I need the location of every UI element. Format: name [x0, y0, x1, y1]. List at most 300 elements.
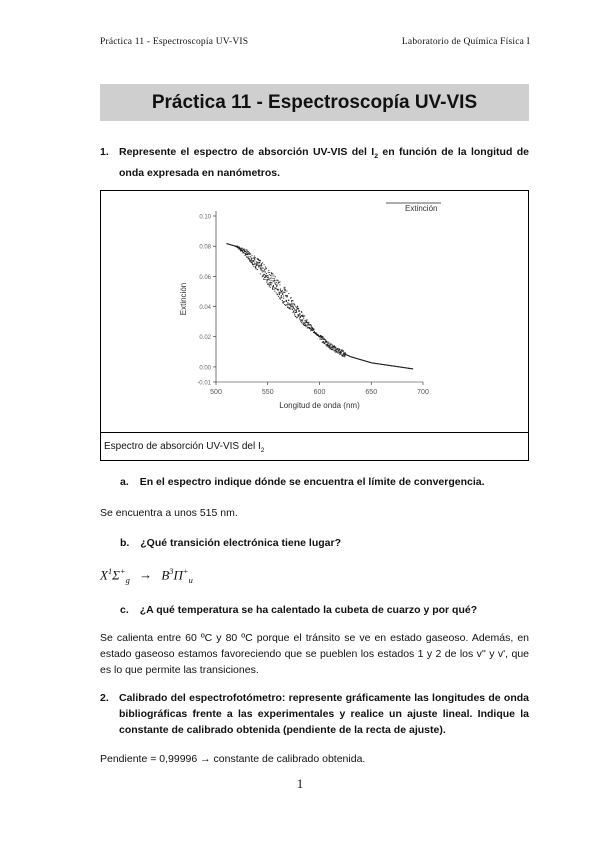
data-point [281, 297, 282, 298]
data-point [268, 276, 269, 277]
data-point [331, 344, 332, 345]
data-point [254, 263, 255, 264]
data-point [259, 262, 260, 263]
data-point [273, 281, 274, 282]
data-point [245, 253, 246, 254]
x-tick-label: 700 [417, 389, 429, 396]
data-point [340, 354, 341, 355]
data-point [276, 280, 277, 281]
data-point [271, 277, 272, 278]
data-point [343, 353, 344, 354]
data-point [252, 258, 253, 259]
data-point [335, 347, 336, 348]
data-point [284, 301, 285, 302]
data-point [283, 298, 284, 299]
data-point [293, 308, 294, 309]
data-point [339, 354, 340, 355]
data-point [287, 295, 288, 296]
question-c-text: ¿A qué temperatura se ha calentado la cubeta de cuarzo y por qué? [139, 604, 478, 616]
answer-2: Pendiente = 0,99996 → constante de calibrado obtenida. [100, 753, 366, 765]
data-point [275, 276, 276, 277]
data-point [306, 326, 307, 327]
data-point [284, 304, 285, 305]
question-2-text: Calibrado del espectrofotómetro: represente gráficamente las longitudes de onda bibliográficas frente a las experimentales y realice un ajuste lineal. Indique la constante de calibrado obtenida (pendiente de la recta de ajuste). [119, 692, 529, 736]
data-point [323, 339, 324, 340]
data-point [260, 268, 261, 269]
data-point [250, 256, 251, 257]
data-point [272, 278, 273, 279]
data-point [243, 252, 244, 253]
data-point [301, 315, 302, 316]
data-point [305, 320, 306, 321]
data-point [253, 266, 254, 267]
x-tick-label: 650 [365, 389, 378, 396]
data-point [266, 268, 267, 269]
data-point [331, 349, 332, 350]
data-point [254, 259, 255, 260]
data-point [269, 272, 270, 273]
data-point [302, 316, 303, 317]
y-axis-label: Extinción [179, 282, 188, 316]
question-b-text: ¿Qué transición electrónica tiene lugar? [140, 537, 341, 549]
data-point [271, 280, 272, 281]
data-point [344, 356, 345, 357]
data-point [272, 274, 273, 275]
data-point [278, 296, 279, 297]
data-point [292, 305, 293, 306]
data-point [272, 275, 273, 276]
data-point [255, 266, 256, 267]
data-point [324, 342, 325, 343]
data-point [249, 259, 250, 260]
data-point [286, 305, 287, 306]
data-point [256, 261, 257, 262]
y-tick-label: 0.10 [199, 214, 211, 221]
data-point [264, 274, 265, 275]
data-point [266, 282, 267, 283]
data-point [281, 296, 282, 297]
data-point [245, 249, 246, 250]
data-point [268, 270, 269, 271]
data-point [327, 341, 328, 342]
data-point [306, 325, 307, 326]
question-a-text: En el espectro indique dónde se encuentra el límite de convergencia. [139, 476, 485, 488]
data-point [288, 293, 289, 294]
data-point [278, 283, 279, 284]
data-point [291, 303, 292, 304]
data-point [297, 308, 298, 309]
data-point [296, 312, 297, 313]
data-point [305, 324, 306, 325]
x-tick-label: 600 [313, 389, 326, 396]
data-point [292, 303, 293, 304]
data-point [265, 275, 266, 276]
data-point [269, 285, 270, 286]
data-point [340, 351, 341, 352]
data-point [275, 284, 276, 285]
data-point [286, 301, 287, 302]
data-point [335, 352, 336, 353]
data-point [265, 267, 266, 268]
data-point [257, 265, 258, 266]
data-point [270, 278, 271, 279]
data-point [286, 297, 287, 298]
answer-a: Se encuentra a unos 515 nm. [100, 507, 238, 519]
data-point [291, 297, 292, 298]
data-point [244, 249, 245, 250]
question-2 [100, 690, 529, 740]
data-point [331, 343, 332, 344]
data-point [328, 342, 329, 343]
data-point [280, 299, 281, 300]
data-point [306, 321, 307, 322]
y-tick-label: 0.00 [199, 365, 211, 372]
data-point [247, 254, 248, 255]
data-point [265, 279, 266, 280]
data-point [327, 344, 328, 345]
data-point [322, 338, 323, 339]
spectrum-chart [101, 191, 528, 431]
data-point [249, 253, 250, 254]
data-point [265, 272, 266, 273]
data-point [272, 282, 273, 283]
data-point [279, 298, 280, 299]
data-point [321, 339, 322, 340]
data-point [292, 300, 293, 301]
data-point [330, 345, 331, 346]
data-point [255, 267, 256, 268]
question-b [120, 537, 341, 549]
data-point [249, 258, 250, 259]
data-point [323, 337, 324, 338]
data-point [303, 318, 304, 319]
data-point [328, 345, 329, 346]
data-point [296, 309, 297, 310]
data-point [279, 282, 280, 283]
data-point [332, 346, 333, 347]
data-point [338, 349, 339, 350]
data-point [339, 352, 340, 353]
data-point [252, 255, 253, 256]
y-tick-label: 0.04 [199, 305, 211, 312]
data-point [316, 332, 317, 333]
data-point [298, 316, 299, 317]
data-point [267, 279, 268, 280]
data-point [262, 262, 263, 263]
data-point [295, 312, 296, 313]
data-point [294, 305, 295, 306]
data-point [300, 317, 301, 318]
data-point [300, 321, 301, 322]
data-point [290, 309, 291, 310]
data-point [265, 276, 266, 277]
data-point [263, 274, 264, 275]
data-point [276, 286, 277, 287]
question-a-label: a. [120, 476, 129, 488]
data-point [337, 352, 338, 353]
data-point [293, 311, 294, 312]
data-point [325, 339, 326, 340]
data-point [285, 292, 286, 293]
data-point [299, 311, 300, 312]
data-point [263, 268, 264, 269]
data-point [267, 283, 268, 284]
data-point [251, 262, 252, 263]
transition-formula: $X^1\Sigma^+_g \to B^3\Pi^+_u$ [100, 566, 193, 585]
data-point [295, 310, 296, 311]
data-point [269, 274, 270, 275]
data-point [300, 319, 301, 320]
data-point [302, 320, 303, 321]
title-bar [100, 84, 529, 121]
data-point [272, 288, 273, 289]
data-point [251, 259, 252, 260]
data-point [327, 346, 328, 347]
data-point [240, 251, 241, 252]
data-point [299, 313, 300, 314]
question-1-number: 1. [100, 146, 109, 158]
data-point [252, 260, 253, 261]
data-point [288, 300, 289, 301]
data-point [301, 312, 302, 313]
question-a [120, 476, 485, 488]
data-point [282, 290, 283, 291]
data-point [324, 338, 325, 339]
data-point [246, 252, 247, 253]
data-point [242, 248, 243, 249]
data-point [265, 269, 266, 270]
data-point [297, 306, 298, 307]
data-point [293, 311, 294, 312]
data-point [301, 311, 302, 312]
data-point [270, 287, 271, 288]
data-point [294, 313, 295, 314]
data-point [287, 307, 288, 308]
data-point [341, 352, 342, 353]
question-1-text: Represente el espectro de absorción UV-VIS del $I_2$ en función de la longitud de onda expresada en nanómetros. [119, 146, 529, 180]
data-point [343, 356, 344, 357]
data-point [294, 308, 295, 309]
data-point [295, 306, 296, 307]
data-point [306, 322, 307, 323]
data-point [326, 342, 327, 343]
data-point [303, 323, 304, 324]
data-point [265, 277, 266, 278]
data-point [262, 271, 263, 272]
data-point [242, 250, 243, 251]
data-point [310, 330, 311, 331]
data-point [309, 327, 310, 328]
data-point [330, 346, 331, 347]
data-point [237, 246, 238, 247]
data-point [308, 324, 309, 325]
question-1 [100, 144, 529, 178]
data-point [277, 285, 278, 286]
data-point [262, 270, 263, 271]
data-point [245, 251, 246, 252]
data-point [307, 325, 308, 326]
data-point [271, 284, 272, 285]
data-point [256, 269, 257, 270]
data-point [304, 323, 305, 324]
page-number: 1 [296, 776, 304, 791]
data-point [284, 288, 285, 289]
data-point [283, 296, 284, 297]
data-point [241, 249, 242, 250]
data-point [332, 349, 333, 350]
question-2-number: 2. [100, 692, 109, 704]
data-point [274, 291, 275, 292]
data-point [306, 320, 307, 321]
y-tick-label: 0.02 [199, 335, 211, 342]
data-point [296, 307, 297, 308]
data-point [268, 284, 269, 285]
data-point [285, 289, 286, 290]
data-point [280, 297, 281, 298]
x-tick-label: 500 [210, 389, 222, 396]
data-point [298, 308, 299, 309]
data-point [312, 330, 313, 331]
data-point [274, 278, 275, 279]
data-point [255, 263, 256, 264]
data-point [288, 304, 289, 305]
data-point [274, 280, 275, 281]
data-point [272, 280, 273, 281]
data-point [343, 352, 344, 353]
data-point [253, 261, 254, 262]
arrow-icon: → [139, 567, 153, 583]
data-point [264, 264, 265, 265]
data-point [249, 254, 250, 255]
running-header-left: Práctica 11 - Espectroscopía UV-VIS [100, 37, 249, 47]
data-point [336, 351, 337, 352]
data-point [412, 368, 413, 369]
data-point [282, 294, 283, 295]
data-point [304, 322, 305, 323]
data-point [307, 327, 308, 328]
running-header-right: Laboratorio de Química Física I [401, 37, 530, 47]
data-point [329, 343, 330, 344]
data-point [279, 284, 280, 285]
data-point [287, 302, 288, 303]
data-point [275, 283, 276, 284]
data-point [261, 268, 262, 269]
data-point [254, 259, 255, 260]
data-point [260, 265, 261, 266]
data-point [281, 295, 282, 296]
data-point [320, 339, 321, 340]
data-point [248, 251, 249, 252]
data-point [304, 315, 305, 316]
data-point [292, 312, 293, 313]
data-point [284, 292, 285, 293]
data-point [286, 304, 287, 305]
data-point [303, 315, 304, 316]
data-point [273, 286, 274, 287]
data-point [272, 273, 273, 274]
data-point [307, 322, 308, 323]
data-point [260, 267, 261, 268]
data-point [289, 303, 290, 304]
data-point [276, 288, 277, 289]
data-point [332, 347, 333, 348]
x-axis-label: Longitud de onda (nm) [279, 401, 360, 410]
data-point [264, 271, 265, 272]
data-point [283, 303, 284, 304]
data-point [311, 325, 312, 326]
data-point [304, 325, 305, 326]
data-point [329, 348, 330, 349]
data-point [270, 282, 271, 283]
data-point [288, 307, 289, 308]
data-point [308, 322, 309, 323]
data-point [273, 289, 274, 290]
legend-label: Extinción [405, 204, 438, 213]
data-point [250, 253, 251, 254]
y-tick-label: 0.06 [199, 274, 211, 281]
data-point [287, 306, 288, 307]
data-point [251, 258, 252, 259]
data-point [283, 292, 284, 293]
data-point [291, 306, 292, 307]
data-point [301, 322, 302, 323]
data-point [311, 326, 312, 327]
data-point [278, 280, 279, 281]
data-point [261, 264, 262, 265]
data-point [323, 342, 324, 343]
data-point [342, 356, 343, 357]
data-point [345, 355, 346, 356]
data-point [279, 294, 280, 295]
answer-c: Se calienta entre 60 ºC y 80 ºC porque el tránsito se ve en estado gaseoso. Además, en estado gaseoso estamos favoreciendo que se pueblen los estados 1 y 2 de los v'' y v', que es lo que permite las transiciones. [100, 632, 529, 676]
question-c-label: c. [120, 604, 129, 616]
data-point [279, 293, 280, 294]
data-point [273, 275, 274, 276]
data-point [261, 263, 262, 264]
data-point [333, 349, 334, 350]
data-point [272, 286, 273, 287]
data-point [279, 281, 280, 282]
data-point [266, 280, 267, 281]
data-point [255, 257, 256, 258]
data-point [262, 276, 263, 277]
data-point [270, 275, 271, 276]
data-point [276, 292, 277, 293]
data-point [298, 315, 299, 316]
data-point [277, 294, 278, 295]
data-point [286, 300, 287, 301]
data-point [333, 350, 334, 351]
data-point [289, 307, 290, 308]
data-point [293, 306, 294, 307]
data-point [326, 341, 327, 342]
data-point [302, 319, 303, 320]
question-c [120, 604, 477, 616]
data-point [246, 256, 247, 257]
data-point [257, 269, 258, 270]
data-point [253, 264, 254, 265]
data-point [247, 251, 248, 252]
y-tick-label: 0.08 [199, 244, 211, 251]
data-point [292, 300, 293, 301]
data-point [278, 289, 279, 290]
data-point [320, 338, 321, 339]
data-point [286, 295, 287, 296]
data-point [267, 275, 268, 276]
data-point [313, 329, 314, 330]
data-point [291, 304, 292, 305]
data-point [290, 306, 291, 307]
